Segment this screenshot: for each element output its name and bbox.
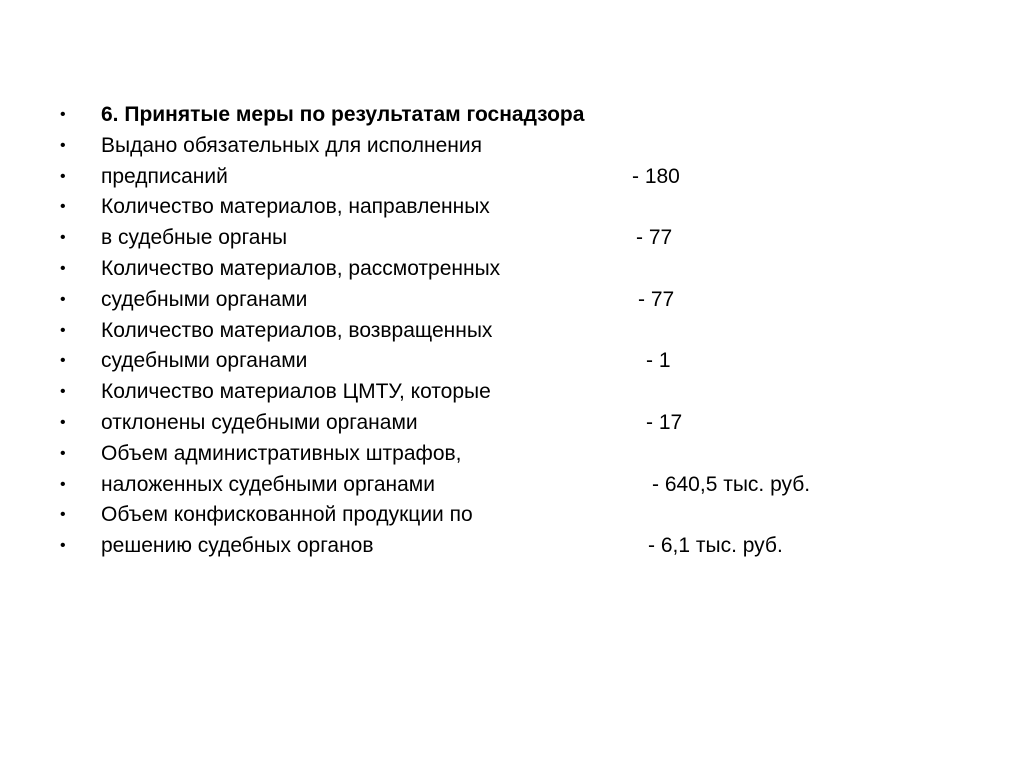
bullet-icon: • [60, 229, 66, 247]
item-value: - 77 [636, 226, 673, 250]
item-text: Количество материалов ЦМТУ, которые [101, 380, 491, 404]
item-value: - 640,5 тыс. руб. [652, 472, 811, 496]
bullet-icon: • [60, 352, 66, 370]
bullet-icon: • [60, 413, 66, 431]
bullet-icon: • [60, 259, 66, 277]
item-value: - 17 [646, 410, 683, 434]
item-text: Выдано обязательных для исполнения [101, 133, 482, 157]
item-text: судебными органами [101, 349, 308, 373]
bullet-icon: • [60, 321, 66, 339]
item-value: - 180 [632, 164, 680, 188]
item-value: - 77 [638, 287, 675, 311]
bullet-icon: • [60, 167, 66, 185]
bullet-icon: • [60, 475, 66, 493]
bullet-icon: • [60, 290, 66, 308]
bullet-icon: • [60, 383, 66, 401]
bullet-icon: • [60, 136, 66, 154]
item-text: Количество материалов, возвращенных [101, 318, 493, 342]
item-text: Количество материалов, направленных [101, 195, 490, 219]
section-heading: 6. Принятые меры по результатам госнадзора [101, 103, 585, 126]
item-text: решению судебных органов [101, 534, 374, 558]
item-text: предписаний [101, 164, 228, 188]
bullet-icon: • [60, 106, 66, 123]
item-value: - 6,1 тыс. руб. [648, 534, 783, 558]
bullet-icon: • [60, 537, 66, 555]
item-text: наложенных судебными органами [101, 472, 435, 496]
item-text: судебными органами [101, 287, 308, 311]
bullet-icon: • [60, 198, 66, 216]
item-text: Объем административных штрафов, [101, 441, 462, 465]
item-text: Количество материалов, рассмотренных [101, 256, 501, 280]
bullet-icon: • [60, 506, 66, 524]
item-text: отклонены судебными органами [101, 410, 418, 434]
item-text: в судебные органы [101, 226, 288, 250]
item-text: Объем конфискованной продукции по [101, 503, 473, 527]
bullet-icon: • [60, 444, 66, 462]
item-value: - 1 [646, 349, 671, 373]
